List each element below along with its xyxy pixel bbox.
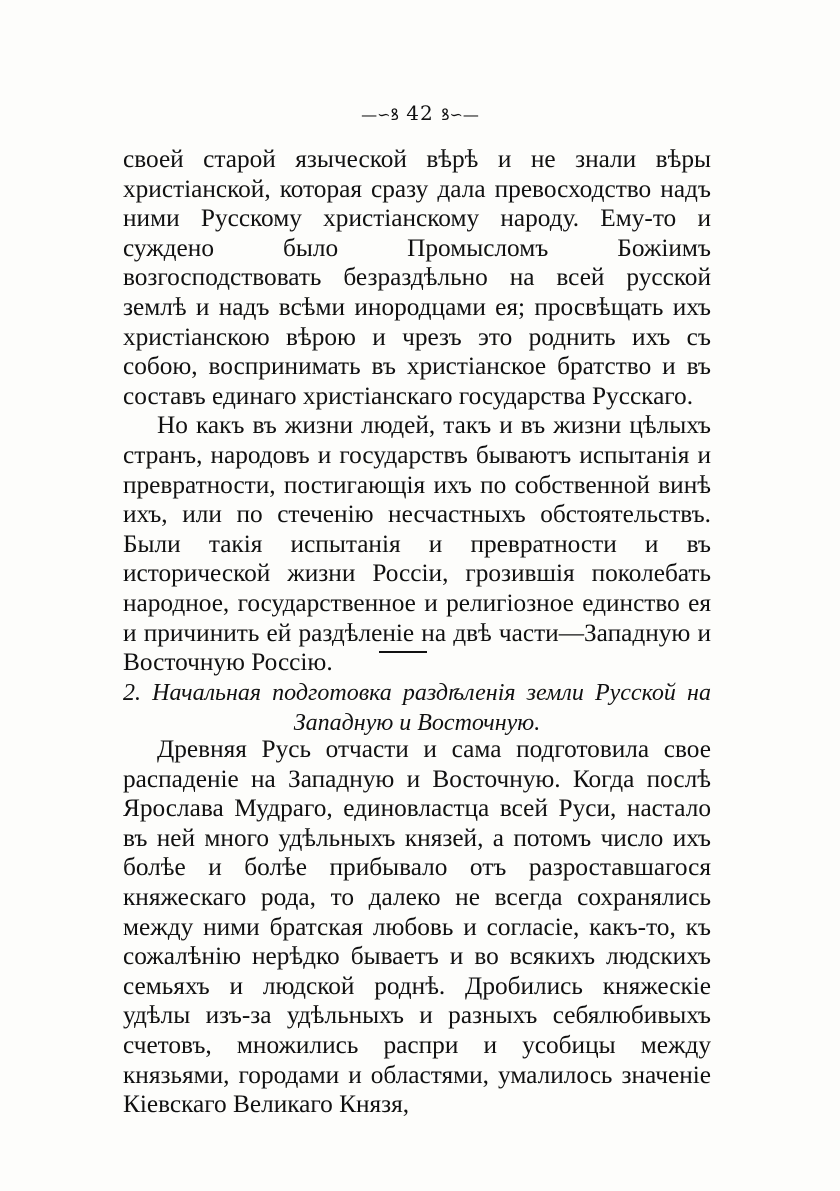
section-heading (123, 678, 711, 738)
section-heading-line-2: Западную и Восточную. (293, 710, 541, 736)
text-block-bottom (123, 735, 711, 1120)
section-number: 2. (123, 680, 141, 706)
heading-word: на (687, 680, 711, 706)
heading-word: Начальная (152, 680, 262, 706)
heading-word: Русской (594, 680, 676, 706)
section-heading-line-1 (123, 678, 711, 708)
heading-word: земли (526, 680, 584, 706)
heading-word: подготовка (272, 680, 392, 706)
paragraph: Древняя Русь отчасти и сама подготовила свое распаденіе на Западную и Восточную. Когда послѣ Ярослава Мудраго, единовластца всей Руси, настало въ ней много удѣльныхъ князей, а потомъ число ихъ болѣе и болѣе прибывало отъ разроставшагося княжескаго рода, то далеко не всегда сохранялись между ними братская любовь и согласіе, какъ-то, къ сожалѣнію нерѣдко бываетъ и во всякихъ людскихъ семьяхъ и людской роднѣ. Дробились княжескіе удѣлы изъ-за удѣльныхъ и разныхъ себялюбивыхъ счетовъ, множились распри и усобицы между князьями, городами и областями, умалилось значеніе Кіевскаго Великаго Князя, (123, 735, 711, 1119)
page-number: 42 (406, 101, 434, 125)
section-divider (379, 651, 427, 653)
page-header (0, 100, 840, 128)
ornament-left: —∽ꝸ (361, 105, 399, 124)
heading-word: раздѣленія (402, 680, 516, 706)
ornament-right: ꝸ∽— (441, 105, 479, 124)
text-block-top (123, 145, 711, 678)
paragraph: Но какъ въ жизни людей, такъ и въ жизни цѣлыхъ странъ, народовъ и государствъ бываютъ испытанія и превратности, постигающія ихъ по собственной винѣ ихъ, или по стеченію несчастныхъ обстоятельствъ. Были такія испытанія и превратности и въ исторической жизни Россіи, грозившія поколебать народное, государственное и религіозное единство ея и причинить ей раздѣленіе на двѣ части—Западную и Восточную Россію. (123, 411, 711, 677)
paragraph-continued: своей старой языческой вѣрѣ и не знали вѣры христіанской, которая сразу дала превосходство надъ ними Русскому христіанскому народу. Ему-то и суждено было Промысломъ Божіимъ возгосподствовать безраздѣльно на всей русской землѣ и надъ всѣми инородцами ея; просвѣщать ихъ христіанскою вѣрою и чрезъ это роднить ихъ съ собою, воспринимать въ христіанское братство и въ составъ единаго христіанскаго государства Русскаго. (123, 145, 711, 410)
